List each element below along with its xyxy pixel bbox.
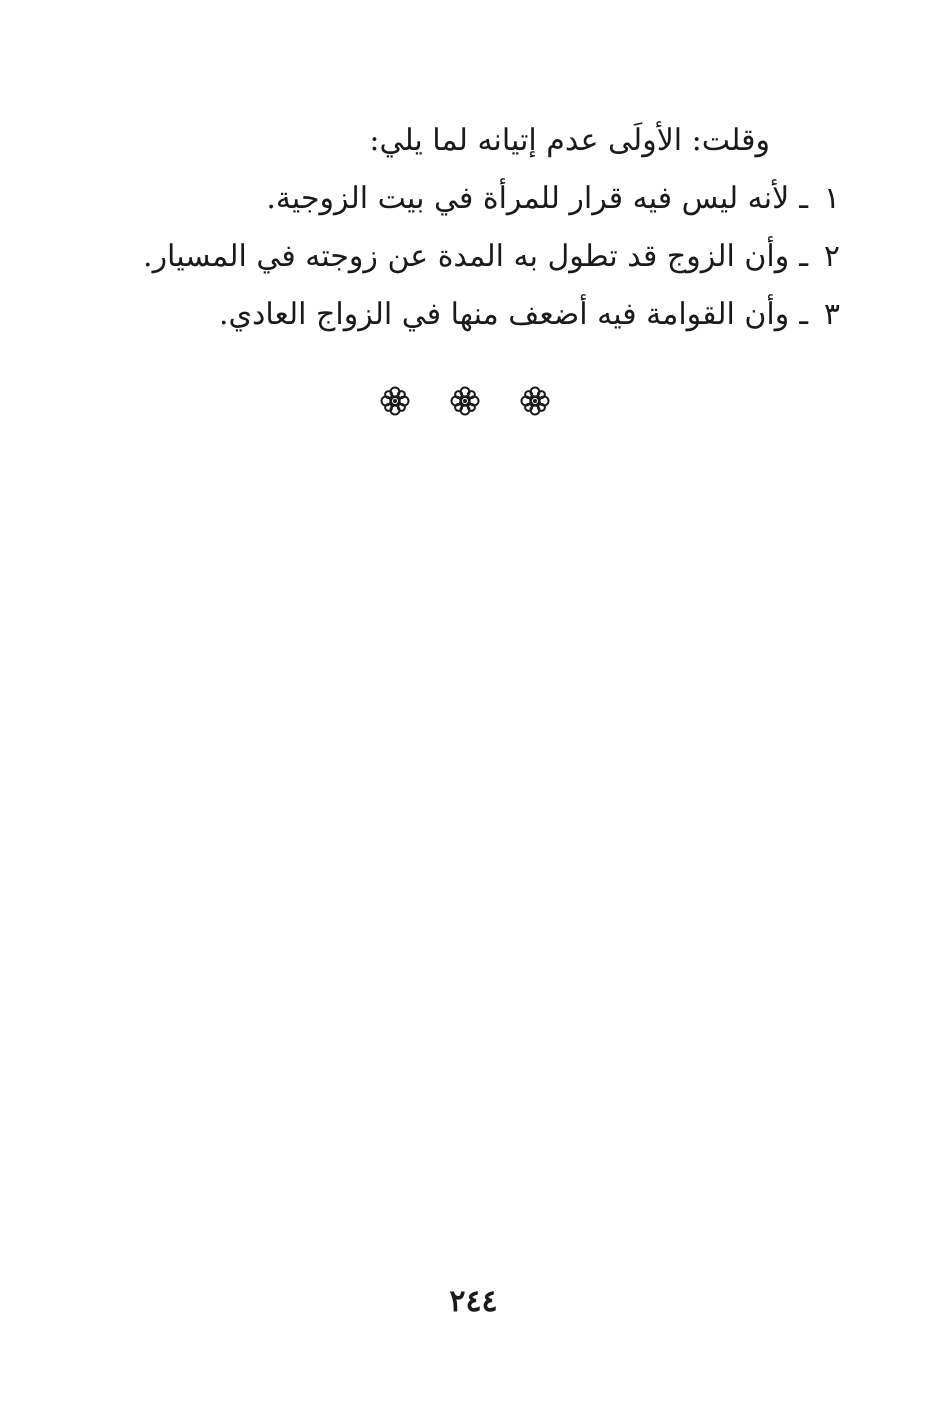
list-item-3 xyxy=(180,286,840,344)
list-item-text: لأنه ليس فيه قرار للمرأة في بيت الزوجية. xyxy=(266,181,790,216)
list-item-1 xyxy=(180,170,840,228)
ornament-flower-icon xyxy=(380,386,410,416)
ornament-flower-icon xyxy=(450,386,480,416)
list-item-number: ٣ xyxy=(823,297,840,332)
section-divider xyxy=(380,386,550,416)
list-item-dash: ـ xyxy=(799,181,808,216)
list-item-number: ١ xyxy=(823,181,840,216)
list-item-2 xyxy=(143,228,840,286)
intro-line: وقلت: الأولَى عدم إتيانه لما يلي: xyxy=(369,123,770,158)
list-item-number: ٢ xyxy=(823,239,840,274)
ornament-flower-icon xyxy=(520,386,550,416)
list-item-text: وأن الزوج قد تطول به المدة عن زوجته في المسيار. xyxy=(143,239,790,274)
list-item-dash: ـ xyxy=(799,239,808,274)
body-text xyxy=(143,112,840,344)
list-item-dash: ـ xyxy=(799,297,808,332)
page-number: ٢٤٤ xyxy=(449,1284,498,1319)
list-item-text: وأن القوامة فيه أضعف منها في الزواج العادي. xyxy=(219,297,790,332)
